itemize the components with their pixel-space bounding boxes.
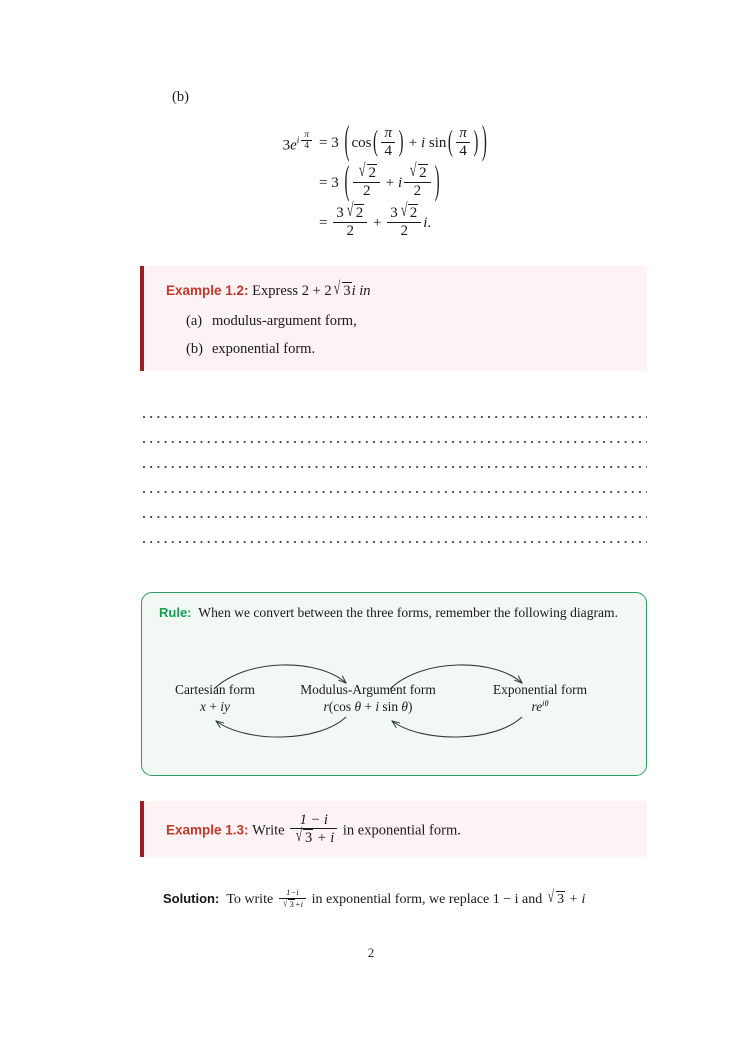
solution-tag: Solution: — [163, 890, 220, 906]
radicand: 2 — [368, 165, 376, 182]
sym-theta: θ — [401, 699, 408, 715]
sym-e: e — [290, 137, 297, 154]
sym-three: 3 — [336, 205, 344, 222]
frac-den: 4 — [301, 140, 312, 151]
frac-pi-4 — [456, 125, 470, 160]
solution-text-middle: in exponential form, we replace 1 − i and — [311, 891, 543, 907]
sym-three: 3 — [390, 205, 398, 222]
frac-num: 1−i — [286, 887, 299, 897]
example-1-2-item-b — [186, 341, 647, 358]
sym-plus: + — [373, 215, 382, 232]
frac-den — [290, 825, 337, 846]
radicand: 3 — [304, 830, 313, 846]
sym-rparen: ) — [434, 160, 440, 204]
sym-i: i — [542, 699, 545, 709]
example-1-3-text-after: in exponential form. — [342, 822, 461, 839]
frac-1-minus-i-over-sqrt3-plus-i — [290, 812, 337, 846]
display-equation-block — [150, 122, 650, 242]
frac-num — [387, 201, 421, 222]
list-item-text: modulus-argument form, — [212, 313, 357, 329]
sym-lparen: ( — [344, 160, 350, 204]
conversion-diagram — [142, 639, 648, 773]
op-sin: sin — [428, 134, 447, 151]
frac-sqrt2-over-2 — [353, 161, 380, 200]
frac-num: 1 − i — [299, 811, 328, 828]
radical-sign-icon: √ — [334, 278, 341, 299]
sqrt-2 — [398, 201, 419, 222]
exponent-i-theta — [542, 699, 548, 708]
answer-line[interactable] — [143, 466, 647, 469]
equation-line-1 — [150, 122, 650, 162]
sym-lparen: ( — [328, 699, 334, 715]
equation-line-1-rhs — [319, 120, 489, 164]
frac-den: 2 — [333, 222, 367, 240]
radicand: 3 — [557, 891, 565, 907]
frac-den: 4 — [456, 142, 470, 160]
frac-num: π — [459, 124, 467, 141]
sqrt-2 — [344, 201, 365, 222]
exponent-i-pi-over-4 — [296, 129, 314, 152]
sym-theta: θ — [354, 699, 362, 715]
sym-three: 3 — [331, 175, 339, 192]
diagram-node-modulus-argument — [270, 681, 466, 715]
op-cos: cos — [351, 134, 372, 151]
sym-i: i — [296, 136, 300, 147]
sym-plus: + — [364, 699, 372, 715]
sqrt-3 — [282, 896, 295, 910]
frac-num: π — [384, 124, 392, 141]
radical-sign-icon: √ — [359, 161, 366, 182]
diagram-node-cartesian — [150, 681, 280, 715]
sym-plus: + — [385, 175, 395, 192]
frac-3sqrt2-over-2 — [333, 201, 367, 240]
frac-den: 2 — [353, 182, 380, 200]
sym-i: i — [375, 699, 380, 715]
sym-rparen: ) — [481, 120, 487, 164]
node-formula — [150, 698, 280, 715]
part-label-b: (b) — [172, 89, 189, 105]
node-title: Cartesian form — [175, 682, 255, 697]
equation-line-3 — [150, 202, 650, 242]
op-sin: sin — [382, 699, 399, 715]
example-1-2-callout — [140, 266, 647, 371]
radical-sign-icon: √ — [400, 201, 408, 222]
sym-y: y — [224, 699, 230, 715]
frac-pi-4 — [381, 125, 395, 160]
sym-lparen: ( — [447, 126, 453, 159]
page-number: 2 — [367, 945, 375, 960]
example-1-2-prompt-before: Express 2 + 2 — [252, 283, 332, 299]
radicand: 2 — [419, 165, 427, 182]
list-item-text: exponential form. — [212, 341, 316, 357]
node-title: Exponential form — [492, 682, 588, 697]
answer-line[interactable] — [143, 541, 647, 544]
radicand: 2 — [355, 205, 364, 222]
solution-text-before: To write — [226, 891, 274, 907]
frac-num — [404, 161, 431, 182]
frac-inline-1-minus-i-over-sqrt3-plus-i — [279, 888, 306, 909]
op-cos: cos — [333, 699, 352, 715]
example-1-3-text-before: Write — [252, 822, 285, 839]
sym-plus: + — [209, 699, 217, 715]
sym-equals: = — [319, 215, 328, 232]
diagram-node-exponential — [466, 681, 614, 715]
sym-equals: = — [319, 134, 328, 151]
sym-lparen: ( — [344, 120, 350, 164]
equation-line-2-rhs — [319, 160, 442, 204]
sym-equals: = — [319, 175, 328, 192]
radicand: 3 — [289, 898, 294, 909]
answer-line[interactable] — [143, 516, 647, 519]
sym-r: r — [323, 699, 329, 715]
sym-i: i — [420, 134, 426, 151]
example-1-3-heading — [166, 812, 461, 846]
example-1-2-list — [166, 313, 647, 358]
sym-i: i — [220, 699, 224, 715]
sym-lparen: ( — [372, 126, 378, 159]
sym-r: r — [531, 699, 537, 715]
sqrt-2 — [356, 161, 377, 182]
example-1-2-heading — [166, 278, 647, 300]
frac-pi-4-exp — [301, 130, 312, 152]
den-tail: +i — [294, 898, 304, 909]
rule-tag: Rule: — [159, 605, 192, 620]
sqrt-2 — [407, 161, 428, 182]
frac-sqrt2-over-2 — [404, 161, 431, 200]
equation-line-1-lhs — [150, 130, 319, 154]
example-1-3-callout — [140, 801, 647, 857]
answer-line[interactable] — [143, 491, 647, 494]
frac-den: 4 — [381, 142, 395, 160]
sym-x: x — [200, 699, 206, 715]
sym-rparen: ) — [407, 699, 413, 715]
frac-num — [353, 161, 380, 182]
equation-line-2 — [150, 162, 650, 202]
sym-i: i — [423, 215, 428, 232]
rule-text — [159, 603, 633, 622]
frac-den — [279, 898, 306, 910]
sym-plus: + — [408, 134, 418, 151]
radicand: 2 — [409, 205, 418, 222]
list-marker: (a) — [186, 313, 203, 329]
arrow-expand — [216, 717, 346, 737]
radical-sign-icon: √ — [283, 896, 288, 909]
list-marker: (b) — [186, 341, 203, 357]
frac-den: 2 — [404, 182, 431, 200]
frac-num: π — [304, 129, 309, 140]
frac-3sqrt2-over-2 — [387, 201, 421, 240]
sqrt-3 — [546, 887, 565, 908]
sym-i: i — [397, 175, 403, 192]
example-1-2-tag: Example 1.2: — [166, 283, 249, 298]
sym-three: 3 — [282, 137, 291, 154]
sym-theta: θ — [544, 699, 549, 709]
sqrt-3 — [332, 278, 352, 300]
frac-num — [333, 201, 367, 222]
node-title: Modulus-Argument form — [300, 682, 436, 697]
example-1-2-item-a — [186, 313, 647, 330]
frac-den: 2 — [387, 222, 421, 240]
sqrt-3 — [293, 825, 313, 846]
radical-sign-icon: √ — [548, 887, 555, 907]
equation-line-3-rhs — [319, 201, 432, 240]
example-1-2-prompt-after: i in — [351, 283, 371, 299]
sym-rparen: ) — [473, 126, 479, 159]
example-1-3-tag: Example 1.3: — [166, 822, 249, 838]
radicand: 3 — [343, 283, 351, 299]
sym-e: e — [536, 699, 543, 715]
answer-line[interactable] — [143, 441, 647, 444]
radical-sign-icon: √ — [295, 825, 303, 846]
solution-line — [163, 888, 585, 909]
node-formula — [466, 698, 614, 715]
radical-sign-icon: √ — [409, 161, 417, 182]
den-tail: + i — [316, 830, 335, 846]
rule-callout — [141, 592, 647, 776]
solution-tail-after: + i — [568, 891, 586, 907]
sym-rparen: ) — [398, 126, 404, 159]
sym-three: 3 — [331, 134, 339, 151]
radical-sign-icon: √ — [346, 201, 354, 222]
arrow-euler-bottom — [392, 717, 522, 737]
node-formula — [270, 698, 466, 715]
rule-body: When we convert between the three forms, remember the following diagram. — [198, 605, 619, 620]
answer-line[interactable] — [143, 416, 647, 419]
sym-period: . — [427, 215, 432, 232]
